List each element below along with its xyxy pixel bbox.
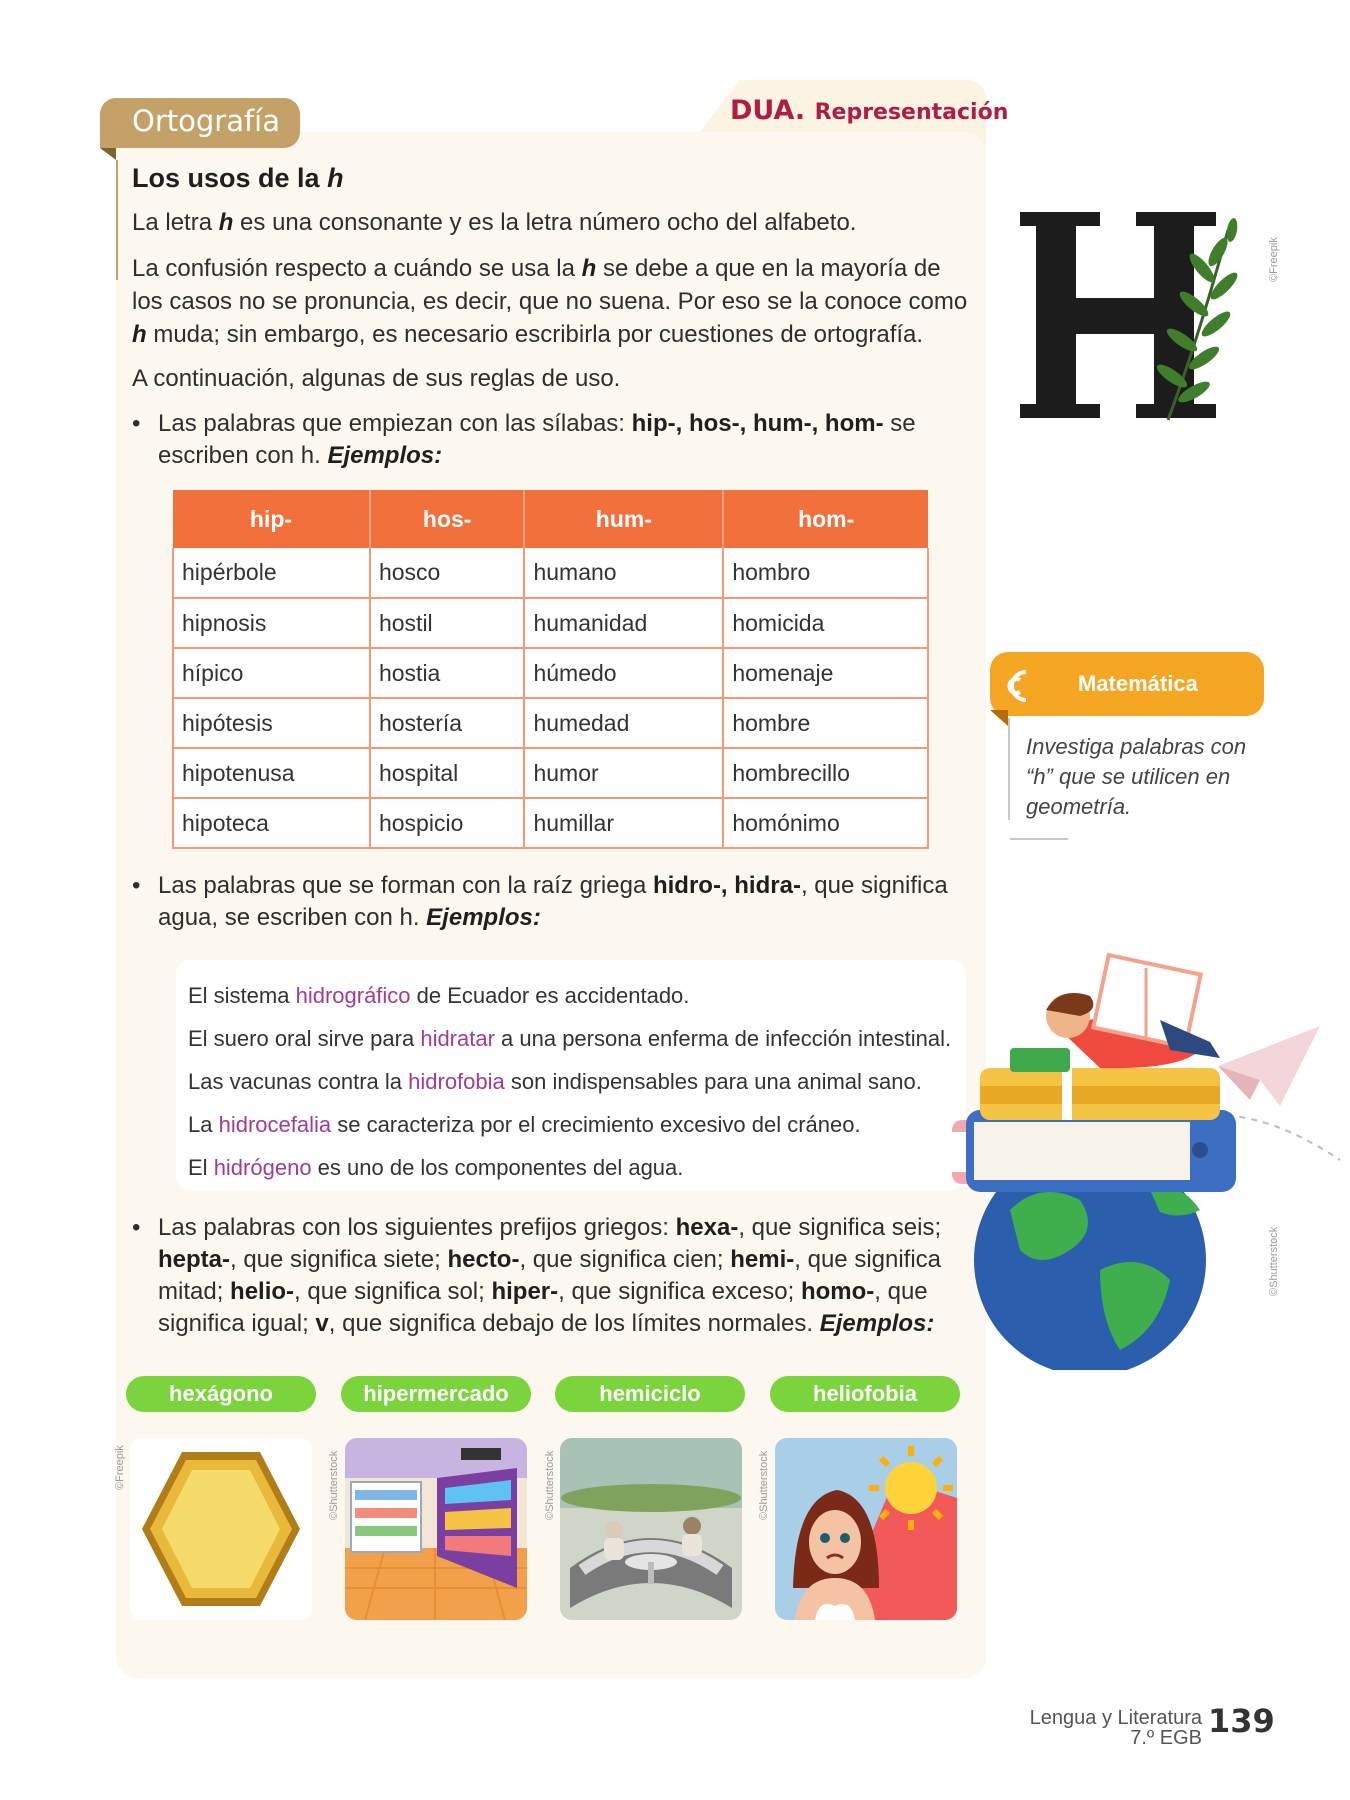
example-sentence: El suero oral sirve para hidratar a una persona enferma de infección intestinal. — [188, 1026, 952, 1051]
hexagon-image — [130, 1438, 312, 1620]
table-cell: hostería — [370, 698, 524, 748]
hemicycle-image — [560, 1438, 742, 1620]
matematica-fold — [990, 710, 1008, 726]
table-cell: húmedo — [524, 648, 723, 698]
pill-hexagono: hexágono — [126, 1376, 316, 1412]
letter-h-illustration — [1018, 200, 1248, 430]
table-row — [173, 548, 928, 598]
table-cell: hipoteca — [173, 798, 370, 848]
table-cell: hombre — [723, 698, 928, 748]
table-header: hip- — [173, 490, 370, 548]
table-cell: homicida — [723, 598, 928, 648]
page-title: Los usos de la h — [132, 163, 344, 193]
bullet-greek-root: • Las palabras que se forman con la raíz griega hidro-, hidra-, que significa agua, se escriben con h. Ejemplos: — [132, 870, 962, 934]
table-cell: homenaje — [723, 648, 928, 698]
table-header: hos- — [370, 490, 524, 548]
credit-shutterstock: ©Shutterstock — [328, 1450, 340, 1520]
table-row — [173, 648, 928, 698]
table-cell: hombro — [723, 548, 928, 598]
example-sentence: El hidrógeno es uno de los componentes del agua. — [188, 1155, 684, 1180]
table-cell: humano — [524, 548, 723, 598]
paragraph-1: La letra h es una consonante y es la letra número ocho del alfabeto. — [132, 209, 857, 236]
table-row — [173, 698, 928, 748]
table-cell: hipótesis — [173, 698, 370, 748]
table-cell: homónimo — [723, 798, 928, 848]
footer-subject: Lengua y Literatura 7.º EGB — [1029, 1707, 1202, 1749]
pill-heliofobia: heliofobia — [770, 1376, 960, 1412]
table-header: hom- — [723, 490, 928, 548]
pill-hemiciclo: hemiciclo — [555, 1376, 745, 1412]
matematica-text: Investiga palabras con “h” que se utilicen en geometría. — [1026, 734, 1247, 819]
bullet-greek-prefixes: • Las palabras con los siguientes prefijos griegos: hexa-, que significa seis; hepta-, que significa siete; hecto-, que significa cien; hemi-, que significa mitad; helio-, que significa sol; hiper-, que significa exceso; homo-, que significa igual; v, que significa debajo de los límites normales. Ejemplos: — [132, 1212, 972, 1340]
matematica-tab: Matemática — [990, 652, 1264, 716]
table-cell: hipotenusa — [173, 748, 370, 798]
syllable-table — [172, 490, 929, 849]
table-cell: humillar — [524, 798, 723, 848]
table-cell: hospital — [370, 748, 524, 798]
table-cell: hosco — [370, 548, 524, 598]
table-cell: hostia — [370, 648, 524, 698]
matematica-rule — [1010, 838, 1068, 840]
examples-box — [176, 960, 966, 1190]
page-number: 139 — [1208, 1702, 1275, 1740]
credit-shutterstock: ©Shutterstock — [544, 1450, 556, 1520]
table-cell: humedad — [524, 698, 723, 748]
credit-shutterstock: ©Shutterstock — [758, 1450, 770, 1520]
dua-label: DUA. Representación — [730, 95, 1009, 126]
reading-globe-illustration — [950, 950, 1350, 1370]
table-cell: hostil — [370, 598, 524, 648]
example-sentence: Las vacunas contra la hidrofobia son indispensables para una animal sano. — [188, 1069, 922, 1094]
section-tab-ortografia: Ortografía — [100, 98, 300, 148]
table-cell: hombrecillo — [723, 748, 928, 798]
example-sentence: La hidrocefalia se caracteriza por el crecimiento excesivo del cráneo. — [188, 1112, 861, 1137]
table-cell: hipérbole — [173, 548, 370, 598]
table-header: hum- — [524, 490, 723, 548]
link-icon — [996, 666, 1036, 706]
credit-freepik: ©Freepik — [114, 1445, 126, 1490]
paragraph-3: A continuación, algunas de sus reglas de uso. — [132, 365, 621, 392]
table-row — [173, 598, 928, 648]
example-sentence: El sistema hidrográfico de Ecuador es accidentado. — [188, 983, 690, 1008]
table-cell: hípico — [173, 648, 370, 698]
table-row — [173, 798, 928, 848]
left-rule — [116, 160, 118, 280]
section-tab-fold — [100, 148, 116, 160]
table-cell: hospicio — [370, 798, 524, 848]
table-cell: hipnosis — [173, 598, 370, 648]
supermarket-image — [345, 1438, 527, 1620]
paragraph-2: La confusión respecto a cuándo se usa la h se debe a que en la mayoría de los casos no se pronuncia, es decir, que no suena. Por eso se la conoce como h muda; sin embargo, es necesario escribirla por cuestiones de ortografía. — [132, 255, 968, 348]
table-row — [173, 748, 928, 798]
matematica-rule — [1008, 718, 1010, 820]
pill-hipermercado: hipermercado — [341, 1376, 531, 1412]
table-cell: humor — [524, 748, 723, 798]
bullet-syllables: • Las palabras que empiezan con las sílabas: hip-, hos-, hum-, hom- se escriben con h. Ejemplos: — [132, 408, 962, 472]
credit-freepik: ©Freepik — [1268, 237, 1280, 282]
heliophobia-image — [775, 1438, 957, 1620]
credit-shutterstock: ©Shutterstock — [1268, 1226, 1280, 1296]
table-cell: humanidad — [524, 598, 723, 648]
